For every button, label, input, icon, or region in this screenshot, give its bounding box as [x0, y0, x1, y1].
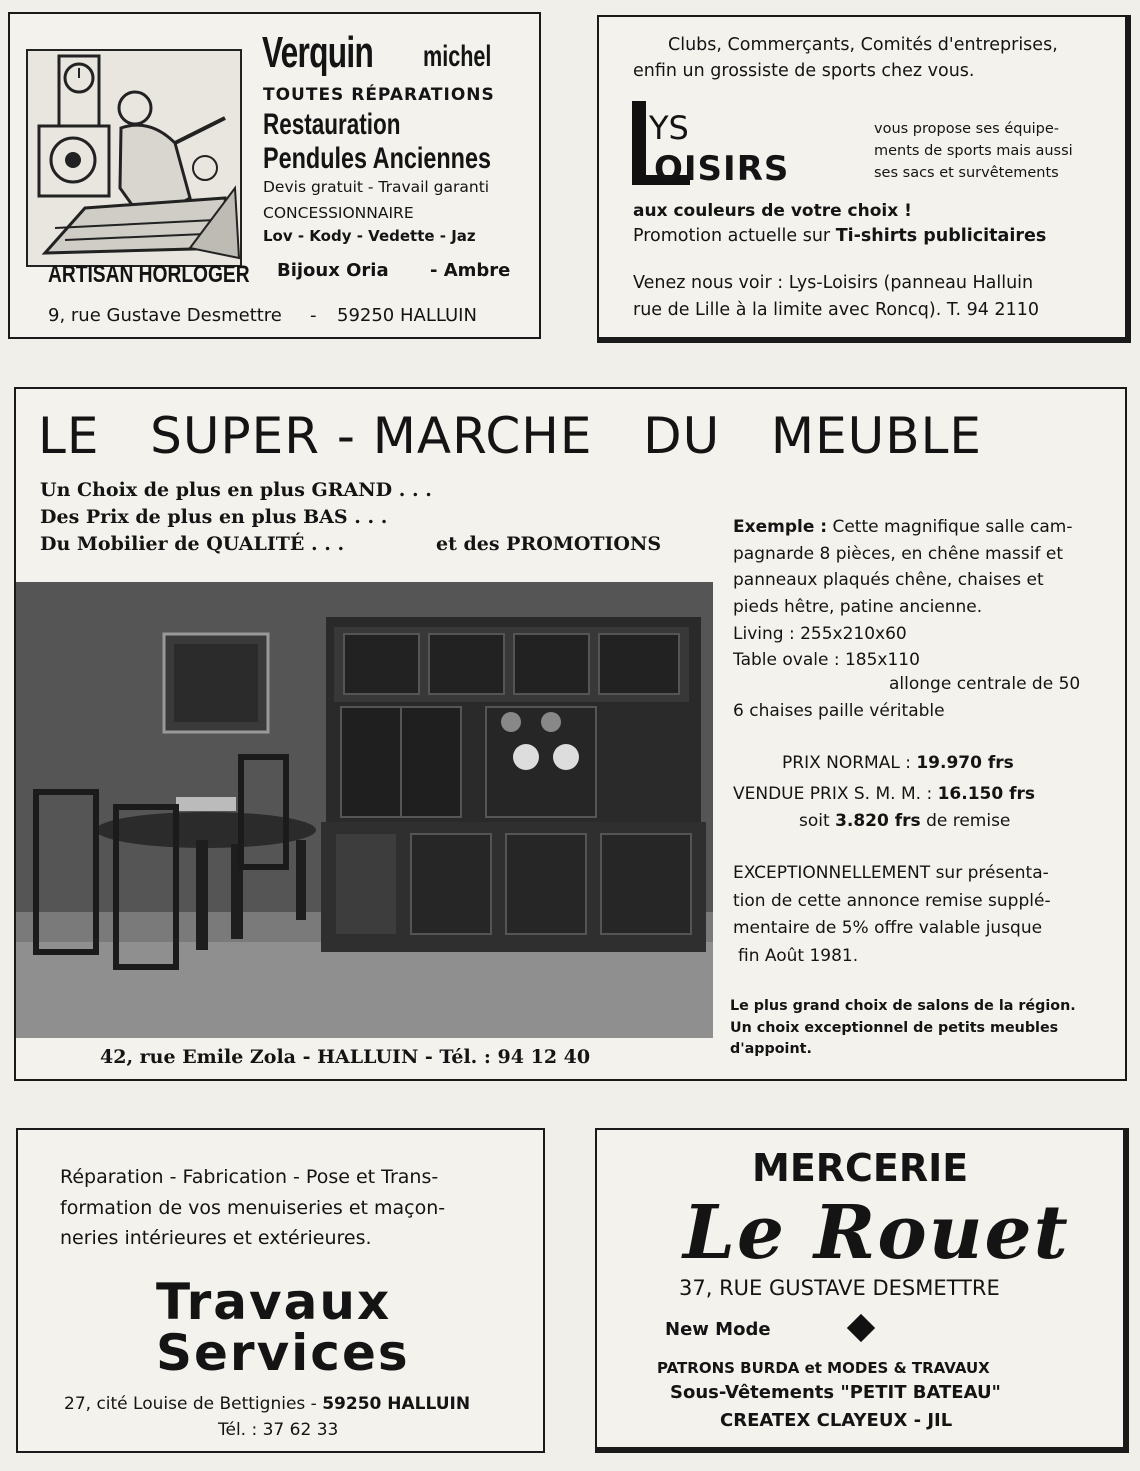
dining-room-photo — [16, 582, 713, 1038]
verquin-brands: Lov - Kody - Vedette - Jaz — [263, 227, 476, 245]
smm-sale-price-row — [733, 784, 1035, 804]
travaux-name-2: Services — [156, 1324, 410, 1382]
verquin-amber: - Ambre — [430, 260, 511, 281]
verquin-jewelry: Bijoux Oria — [277, 260, 389, 281]
travaux-name-1: Travaux — [156, 1273, 392, 1331]
verquin-artisan: ARTISAN HORLOGER — [48, 261, 250, 288]
smm-choice-3: d'appoint. — [730, 1041, 812, 1057]
smm-slogan-2: Des Prix de plus en plus BAS . . . — [40, 506, 388, 528]
lys-logo-top: YS — [649, 109, 689, 147]
super-marche-meuble-ad — [14, 387, 1127, 1081]
mercerie-line-2: Sous-Vêtements "PETIT BATEAU" — [670, 1382, 1001, 1403]
lys-loisirs-ad — [597, 15, 1131, 343]
mercerie-le-rouet-ad — [595, 1128, 1129, 1453]
mercerie-line-1: PATRONS BURDA et MODES & TRAVAUX — [657, 1359, 990, 1377]
travaux-tel: Tél. : 37 62 33 — [218, 1420, 339, 1440]
smm-choice-1: Le plus grand choix de salons de la région. — [730, 998, 1076, 1014]
smm-normal-price-row — [782, 753, 1014, 773]
verquin-dash: - — [310, 305, 317, 326]
smm-example-line-3: panneaux plaqués chêne, chaises et — [733, 570, 1044, 590]
smm-example-line-1 — [733, 517, 1072, 537]
smm-discount-row — [799, 811, 1010, 831]
lys-promo — [633, 226, 1046, 246]
lys-promo-bold: Ti-shirts publicitaires — [835, 226, 1047, 246]
lys-promo-lead: Promotion actuelle sur — [633, 226, 836, 246]
lys-logo-bottom: OISIRS — [654, 149, 790, 189]
verquin-clocks: Pendules Anciennes — [263, 142, 492, 175]
smm-title: LE SUPER - MARCHE DU MEUBLE — [38, 407, 983, 465]
smm-discount-tail: de remise — [926, 811, 1011, 831]
mercerie-title: MERCERIE — [752, 1146, 969, 1190]
smm-chaises: 6 chaises paille véritable — [733, 701, 945, 721]
smm-discount-label: soit — [799, 811, 830, 831]
smm-example-label: Exemple : — [733, 517, 828, 537]
lys-intro-1: Clubs, Commerçants, Comités d'entreprises, — [668, 35, 1058, 55]
smm-slogan-3: Du Mobilier de QUALITÉ . . . — [40, 533, 345, 555]
verquin-first-name: michel — [423, 40, 492, 73]
smm-example-line-2: pagnarde 8 pièces, en chêne massif et — [733, 544, 1063, 564]
smm-normal-price-value: 19.970 frs — [916, 753, 1014, 773]
smm-sale-price-value: 16.150 frs — [937, 784, 1035, 804]
smm-sale-price-label: VENDUE PRIX S. M. M. : — [733, 784, 933, 804]
travaux-services-ad — [16, 1128, 545, 1453]
travaux-address-bold: 59250 HALLUIN — [322, 1394, 471, 1414]
mercerie-name: Le Rouet — [683, 1190, 1070, 1276]
mercerie-line-3: CREATEX CLAYEUX - JIL — [720, 1410, 953, 1431]
smm-allonge: allonge centrale de 50 — [889, 674, 1081, 694]
smm-choice-2: Un choix exceptionnel de petits meubles — [730, 1020, 1059, 1036]
lys-propose-1: vous propose ses équipe- — [874, 121, 1060, 137]
smm-slogan-3b: et des PROMOTIONS — [436, 533, 662, 555]
lys-visit-2: rue de Lille à la limite avec Roncq). T. 94 2110 — [633, 300, 1039, 320]
smm-exceptional-1: EXCEPTIONNELLEMENT sur présenta- — [733, 863, 1049, 883]
smm-address: 42, rue Emile Zola - HALLUIN - Tél. : 94 12 40 — [100, 1046, 591, 1068]
smm-example-line-4: pieds hêtre, patine ancienne. — [733, 597, 983, 617]
verquin-estimate: Devis gratuit - Travail garanti — [263, 178, 490, 196]
smm-normal-price-label: PRIX NORMAL : — [782, 753, 911, 773]
lys-choice: aux couleurs de votre choix ! — [633, 201, 912, 221]
verquin-address: 9, rue Gustave Desmettre — [48, 305, 282, 326]
verquin-dealer: CONCESSIONNAIRE — [263, 204, 414, 222]
lys-intro-2: enfin un grossiste de sports chez vous. — [633, 61, 975, 81]
verquin-ad — [8, 12, 541, 339]
smm-table: Table ovale : 185x110 — [733, 650, 920, 670]
smm-exceptional-4: fin Août 1981. — [738, 946, 859, 966]
smm-exceptional-3: mentaire de 5% offre valable jusque — [733, 918, 1043, 938]
diamond-icon — [847, 1314, 875, 1342]
smm-discount-value: 3.820 frs — [835, 811, 921, 831]
verquin-city: 59250 HALLUIN — [337, 305, 477, 326]
smm-living: Living : 255x210x60 — [733, 624, 907, 644]
travaux-desc-3: neries intérieures et extérieures. — [60, 1227, 372, 1249]
smm-slogan-1: Un Choix de plus en plus GRAND . . . — [40, 479, 432, 501]
smm-exceptional-2: tion de cette annonce remise supplé- — [733, 891, 1051, 911]
mercerie-address: 37, RUE GUSTAVE DESMETTRE — [679, 1276, 1000, 1300]
smm-example-text-1: Cette magnifique salle cam- — [827, 517, 1073, 537]
travaux-address — [64, 1394, 470, 1414]
lys-propose-3: ses sacs et survêtements — [874, 165, 1059, 181]
verquin-restoration: Restauration — [263, 108, 401, 141]
clockmaker-illustration — [25, 48, 243, 268]
travaux-address-lead: 27, cité Louise de Bettignies - — [64, 1394, 323, 1414]
travaux-desc-1: Réparation - Fabrication - Pose et Trans- — [60, 1166, 439, 1188]
lys-logo-l-stem — [632, 101, 646, 183]
verquin-repairs: TOUTES RÉPARATIONS — [263, 85, 495, 105]
lys-propose-2: ments de sports mais aussi — [874, 143, 1073, 159]
mercerie-new-mode: New Mode — [665, 1319, 771, 1340]
travaux-desc-2: formation de vos menuiseries et maçon- — [60, 1197, 446, 1219]
verquin-name: Verquin — [262, 28, 374, 77]
lys-visit-1: Venez nous voir : Lys-Loisirs (panneau Halluin — [633, 273, 1034, 293]
